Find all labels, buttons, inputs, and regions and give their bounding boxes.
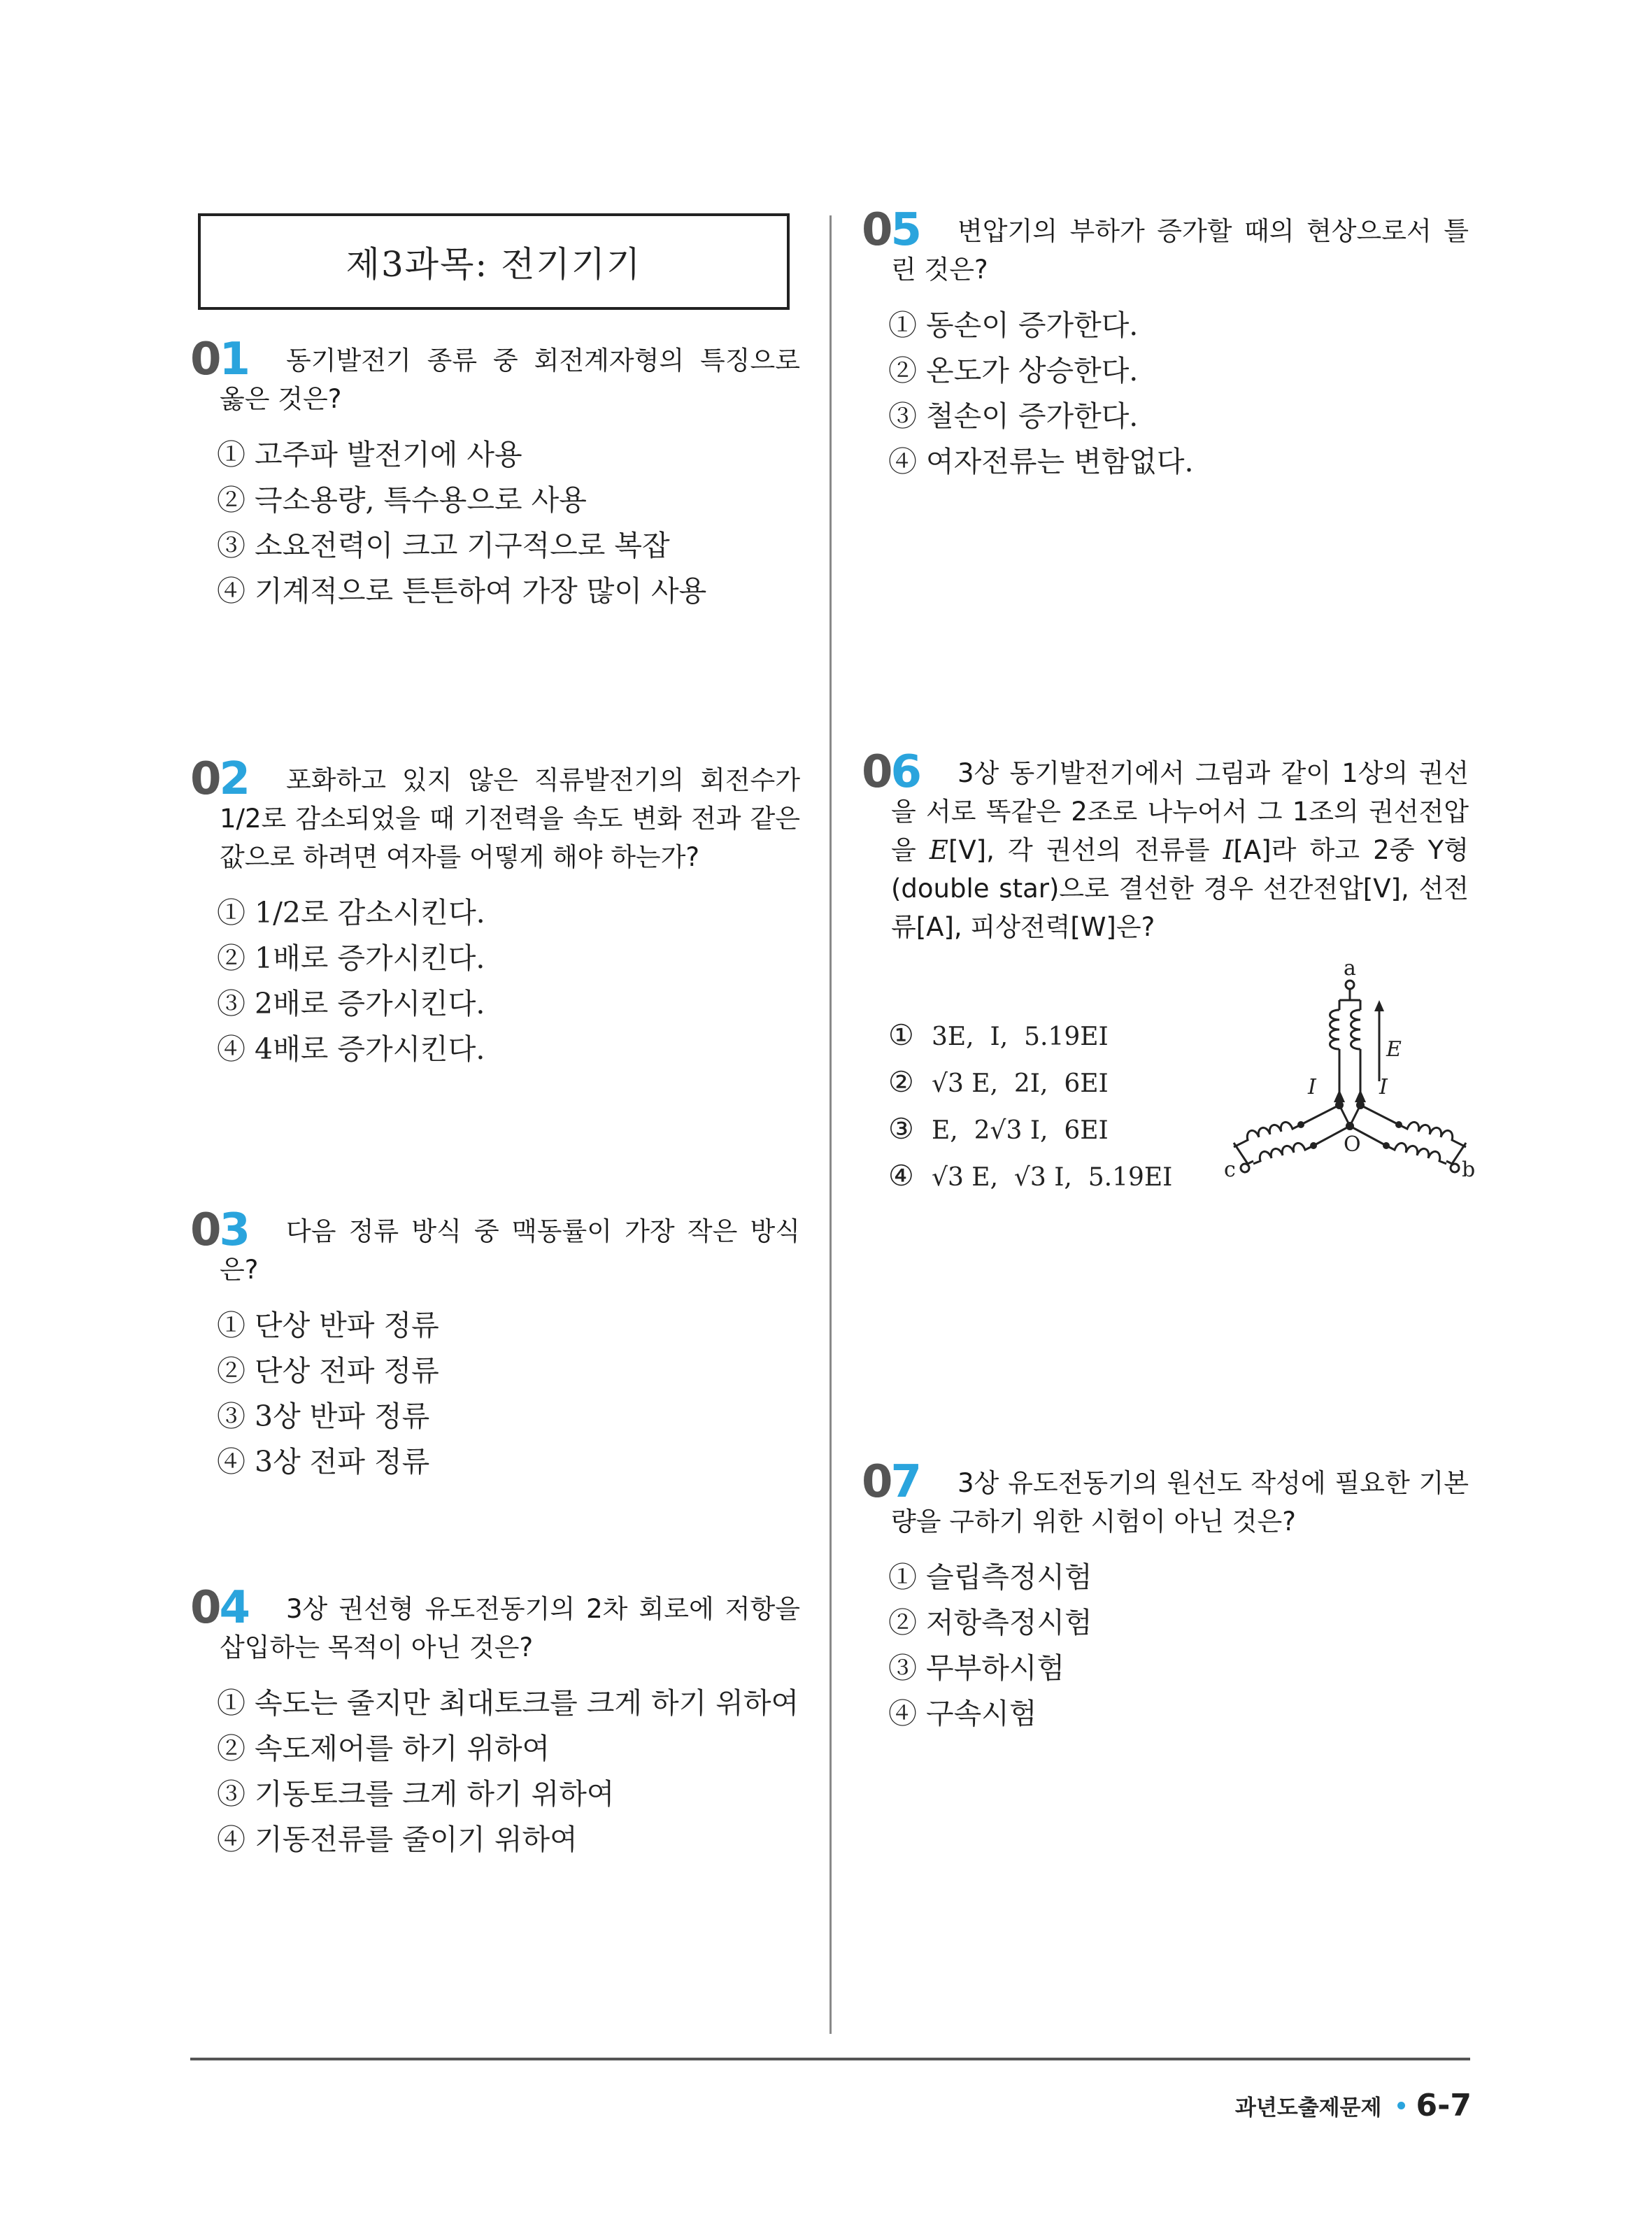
question-text: 3상 권선형 유도전동기의 2차 회로에 저항을 삽입하는 목적이 아닌 것은?: [220, 1594, 800, 1662]
page-number: 6-7: [1416, 2088, 1472, 2123]
question-number: 03: [190, 1204, 249, 1256]
question-text: 3상 동기발전기에서 그림과 같이 1상의 권선을 서로 똑같은 2조로 나누어서 그 1조의 권선전압을 E[V], 각 권선의 전류를 I[A]라 하고 2중 Y형(double star)으로 결선한 경우 선간전압[V], 선전류[A], 피상전력[W]은?: [891, 758, 1469, 942]
question-number: 07: [862, 1456, 920, 1508]
question-number: 05: [862, 204, 920, 256]
bullet-dot-icon: [1397, 2102, 1405, 2109]
option-3[interactable]: ③ 철손이 증가한다.: [888, 399, 1139, 433]
subject-title: 제3과목: 전기기기: [198, 213, 790, 310]
option-1[interactable]: ① 단상 반파 정류: [217, 1309, 439, 1342]
question-07: [862, 1456, 1469, 1737]
question-text: 3상 유도전동기의 원선도 작성에 필요한 기본량을 구하기 위한 시험이 아닌 것은?: [891, 1468, 1469, 1537]
option-2[interactable]: ② 속도제어를 하기 위하여: [217, 1732, 550, 1765]
option-2[interactable]: ② 저항측정시험: [888, 1606, 1092, 1639]
option-4[interactable]: ④ √3 E, √3 I, 5.19EI: [888, 1159, 1173, 1192]
question-number: 04: [190, 1582, 249, 1634]
question-05: [862, 204, 1469, 485]
option-1[interactable]: ① 1/2로 감소시킨다.: [217, 896, 485, 930]
option-2[interactable]: ② √3 E, 2I, 6EI: [888, 1065, 1109, 1099]
question-04: [190, 1582, 800, 1863]
option-3[interactable]: ③ 무부하시험: [888, 1651, 1065, 1685]
voltage-e-label: E: [1386, 1037, 1402, 1062]
question-number: 02: [190, 753, 249, 805]
current-i-label-right: I: [1379, 1075, 1388, 1099]
question-text: 변압기의 부하가 증가할 때의 현상으로서 틀린 것은?: [891, 216, 1469, 285]
option-2[interactable]: ② 1배로 증가시킨다.: [217, 941, 485, 975]
question-03: [190, 1204, 800, 1485]
option-4[interactable]: ④ 3상 전파 정류: [217, 1445, 430, 1479]
terminal-a-label: a: [1344, 958, 1356, 981]
option-2[interactable]: ② 온도가 상승한다.: [888, 354, 1139, 387]
question-text: 동기발전기 종류 중 회전계자형의 특징으로 옳은 것은?: [220, 346, 800, 414]
option-4[interactable]: ④ 4배로 증가시킨다.: [217, 1032, 485, 1066]
question-02: [190, 753, 800, 1072]
option-1[interactable]: ① 슬립측정시험: [888, 1560, 1092, 1594]
question-number: 01: [190, 334, 249, 385]
question-number: 06: [862, 746, 920, 798]
question-text: 포화하고 있지 않은 직류발전기의 회전수가 1/2로 감소되었을 때 기전력을 속도 변화 전과 같은 값으로 하려면 여자를 어떻게 해야 하는가?: [220, 765, 800, 872]
option-4[interactable]: ④ 여자전류는 변함없다.: [888, 445, 1194, 478]
option-4[interactable]: ④ 구속시험: [888, 1697, 1037, 1730]
option-3[interactable]: ③ E, 2√3 I, 6EI: [888, 1112, 1109, 1146]
footer-section-label: 과년도출제문제: [1234, 2095, 1382, 2121]
option-3[interactable]: ③ 2배로 증가시킨다.: [217, 987, 485, 1020]
option-4[interactable]: ④ 기계적으로 튼튼하여 가장 많이 사용: [217, 574, 707, 608]
option-1[interactable]: ① 3E, I, 5.19EI: [888, 1018, 1109, 1052]
option-1[interactable]: ① 동손이 증가한다.: [888, 308, 1139, 342]
column-divider: [829, 215, 832, 2034]
option-3[interactable]: ③ 기동토크를 크게 하기 위하여: [217, 1777, 615, 1811]
option-2[interactable]: ② 단상 전파 정류: [217, 1354, 439, 1388]
neutral-o-label: O: [1344, 1132, 1361, 1157]
page-footer: [1235, 2088, 1472, 2123]
option-3[interactable]: ③ 3상 반파 정류: [217, 1400, 430, 1433]
terminal-b-label: b: [1462, 1158, 1476, 1182]
terminal-c-label: c: [1224, 1158, 1236, 1182]
option-3[interactable]: ③ 소요전력이 크고 기구적으로 복잡: [217, 529, 670, 562]
question-text: 다음 정류 방식 중 맥동률이 가장 작은 방식은?: [220, 1216, 800, 1285]
option-1[interactable]: ① 속도는 줄지만 최대토크를 크게 하기 위하여: [217, 1686, 799, 1720]
footer-rule: [190, 2058, 1470, 2060]
current-i-label-left: I: [1308, 1075, 1316, 1099]
option-2[interactable]: ② 극소용량, 특수용으로 사용: [217, 483, 587, 517]
option-4[interactable]: ④ 기동전류를 줄이기 위하여: [217, 1823, 578, 1856]
option-1[interactable]: ① 고주파 발전기에 사용: [217, 438, 522, 471]
double-star-diagram: [1224, 958, 1476, 1196]
question-01: [190, 334, 800, 614]
